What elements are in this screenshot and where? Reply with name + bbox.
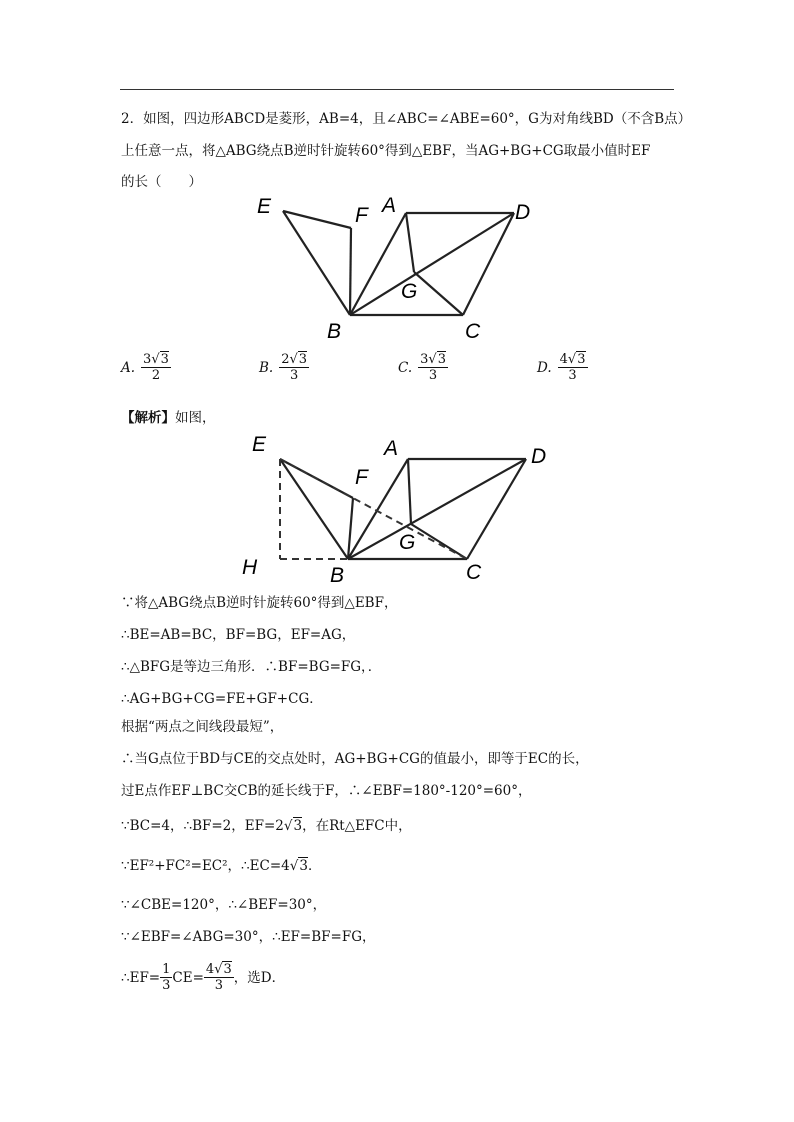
option-letter: C. xyxy=(398,359,413,376)
fig2-label-E: E xyxy=(252,433,267,456)
fig2-label-A: A xyxy=(384,437,399,460)
solution-line-6: ∴当G点位于BD与CE的交点处时，AG+BG+CG的值最小，即等于EC的长， xyxy=(121,751,589,767)
fig1-seg-AB xyxy=(350,213,406,315)
fig1-label-G: G xyxy=(401,280,418,303)
solution-line-12: ∴EF= $\frac{1}{3}$ CE= $\frac{4√3}{3}$ ，选D． xyxy=(121,962,286,993)
option-A[interactable] xyxy=(121,352,171,383)
option-B[interactable] xyxy=(259,352,309,383)
solution-line-9: ∵EF²+FC²=EC²，∴EC=4√3． xyxy=(121,858,322,874)
option-C[interactable] xyxy=(398,352,448,383)
header-rule xyxy=(120,89,674,90)
fig1-seg-AG xyxy=(406,213,414,272)
solution-line-2: ∴BE=AB=BC，BF=BG，EF=AG， xyxy=(121,627,356,643)
solution-line-5: 根据“两点之间线段最短”， xyxy=(121,719,284,735)
question-figure xyxy=(240,190,560,350)
solution-line-10: ∵∠CBE=120°，∴∠BEF=30°， xyxy=(121,897,327,913)
fig2-seg-BD xyxy=(348,459,526,559)
solution-line-4: ∴AG+BG+CG=FE+GF+CG． xyxy=(121,691,323,707)
option-fraction: $\frac{2√3}{3}$ xyxy=(281,352,308,383)
fig2-label-F: F xyxy=(355,466,368,489)
analysis-intro: 如图， xyxy=(175,410,216,426)
fig2-seg-AG xyxy=(408,459,411,524)
option-fraction: $\frac{3√3}{2}$ xyxy=(143,352,169,383)
solution-line-11: ∵∠EBF=∠ABG=30°，∴EF=BF=FG， xyxy=(121,929,376,945)
solution-line-7: 过E点作EF⊥BC交CB的延长线于F，∴∠EBF=180°-120°=60°， xyxy=(121,783,532,799)
question-line-3: 的长（ ） xyxy=(121,174,202,190)
option-letter: B. xyxy=(259,359,274,376)
fraction-answer: $\frac{4√3}{3}$ xyxy=(205,962,232,993)
fig2-label-G: G xyxy=(399,531,416,554)
fig1-seg-FB xyxy=(350,228,351,315)
solution-figure xyxy=(238,425,563,590)
question-line-1: 2．如图，四边形ABCD是菱形，AB=4，且∠ABC=∠ABE=60°，G为对角线BD（不含B点） xyxy=(121,111,692,127)
solution-line-3: ∴△BFG是等边三角形．∴BF=BG=FG，． xyxy=(121,659,382,675)
analysis-label: 【解析】 xyxy=(121,410,175,426)
option-letter: A. xyxy=(121,359,136,376)
fig1-label-A: A xyxy=(382,194,397,217)
fig1-seg-EB xyxy=(283,211,350,315)
fig2-label-C: C xyxy=(466,561,482,584)
fig2-label-D: D xyxy=(531,445,547,468)
solution-line-8: ∵BC=4，∴BF=2，EF=2√3，在Rt△EFC中， xyxy=(121,818,412,834)
solution-line-1: ∵将△ABG绕点B逆时针旋转60°得到△EBF， xyxy=(121,595,398,611)
fig2-label-H: H xyxy=(242,556,258,579)
fig1-label-B: B xyxy=(327,320,342,343)
fig1-seg-GC xyxy=(414,272,463,315)
fraction-one-third: $\frac{1}{3}$ xyxy=(162,962,171,993)
option-D[interactable] xyxy=(537,352,588,383)
option-fraction: $\frac{3√3}{3}$ xyxy=(420,352,446,383)
question-line-2: 上任意一点，将△ABG绕点B逆时针旋转60°得到△EBF，当AG+BG+CG取最小值时EF xyxy=(121,143,651,159)
fig1-label-C: C xyxy=(465,320,481,343)
fig1-label-E: E xyxy=(257,195,272,218)
fig2-seg-DC xyxy=(467,459,526,559)
fig1-label-F: F xyxy=(355,204,368,227)
option-letter: D. xyxy=(537,359,552,376)
analysis-heading xyxy=(121,409,216,427)
fig1-label-D: D xyxy=(515,201,531,224)
fig2-label-B: B xyxy=(330,564,345,587)
option-fraction: $\frac{4√3}{3}$ xyxy=(559,352,586,383)
fig2-seg-GC xyxy=(411,524,467,559)
fig2-seg-EB xyxy=(280,459,348,559)
